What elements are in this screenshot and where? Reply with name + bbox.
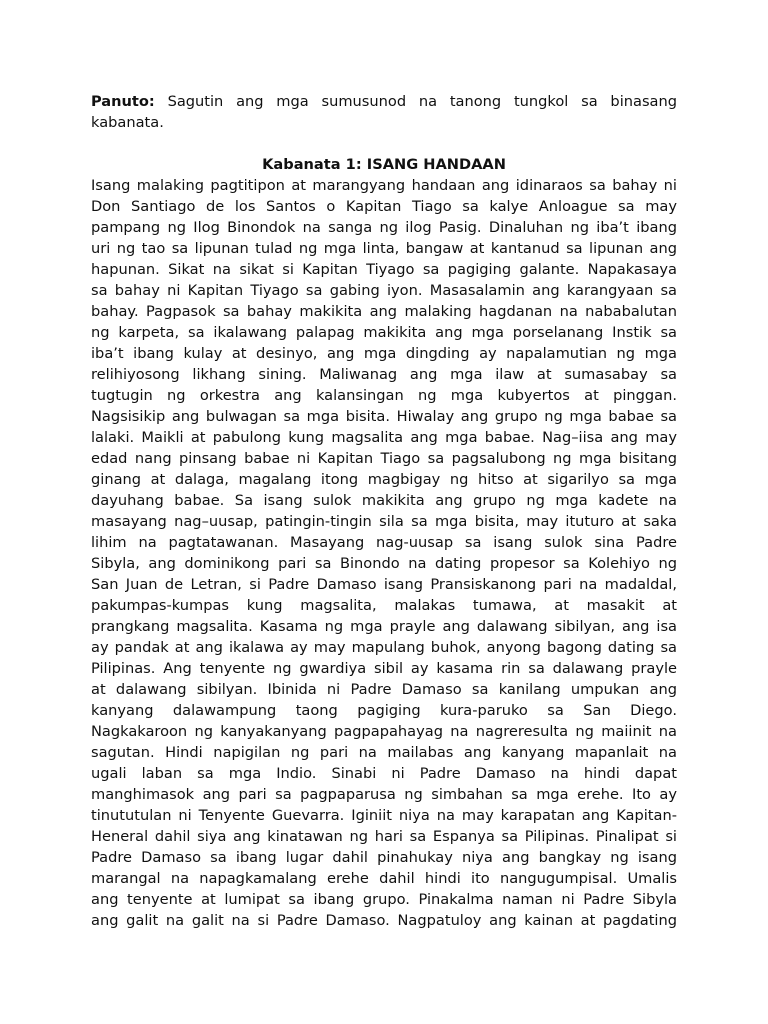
body-text-line: Nagsisikip ang bulwagan sa mga bisita. Hiwalay ang grupo ng mga babae sa bbox=[91, 408, 677, 425]
body-text-line: prangkang magsalita. Kasama ng mga prayle ang dalawang sibilyan, ang isa bbox=[91, 618, 677, 635]
chapter-title: Kabanata 1: ISANG HANDAAN bbox=[262, 156, 506, 173]
instruction-text: Sagutin ang mga sumusunod na tanong tungkol sa binasang kabanata. bbox=[91, 93, 678, 131]
body-text-line: Sibyla, ang dominikong pari sa Binondo na dating propesor sa Kolehiyo ng bbox=[91, 555, 677, 572]
body-text-line: dayuhang babae. Sa isang sulok makikita ang grupo ng mga kadete na bbox=[91, 492, 677, 509]
body-text-line: ng karpeta, sa ikalawang palapag makikita ang mga porselanang Instik sa bbox=[91, 324, 677, 341]
body-text-line: ugali laban sa mga Indio. Sinabi ni Padre Damaso na hindi dapat bbox=[91, 765, 677, 782]
body-text-line: hapunan. Sikat na sikat si Kapitan Tiyago sa pagiging galante. Napakasaya bbox=[91, 261, 677, 278]
instruction-label: Panuto: bbox=[91, 93, 155, 110]
body-text-line: Nagkakaroon ng kanyakanyang pagpapahayag na nagreresulta ng maiinit na bbox=[91, 723, 677, 740]
body-text-line: sa bahay ni Kapitan Tiyago sa gabing iyon. Masasalamin ang karangyaan sa bbox=[91, 282, 677, 299]
body-text-line: masayang nag–uusap, patingin-tingin sila sa mga bisita, may ituturo at saka bbox=[91, 513, 677, 530]
body-text-line: lalaki. Maikli at pabulong kung magsalita ang mga babae. Nag–iisa ang may bbox=[91, 429, 677, 446]
body-text-line: manghimasok ang pari sa pagpaparusa ng simbahan sa mga erehe. Ito ay bbox=[91, 786, 677, 803]
body-text-line: San Juan de Letran, si Padre Damaso isang Pransiskanong pari na madaldal, bbox=[91, 576, 677, 593]
body-text-line: relihiyosong likhang sining. Maliwanag ang mga ilaw at sumasabay sa bbox=[91, 366, 677, 383]
body-text-line: ginang at dalaga, magalang itong magbigay ng hitso at sigarilyo sa mga bbox=[91, 471, 677, 488]
body-text-line: Don Santiago de los Santos o Kapitan Tiago sa kalye Anloague sa may bbox=[91, 198, 677, 215]
body-text-line: ang galit na galit na si Padre Damaso. Nagpatuloy ang kainan at pagdating bbox=[91, 912, 677, 929]
body-text-line: edad nang pinsang babae ni Kapitan Tiago sa pagsalubong ng mga bisitang bbox=[91, 450, 677, 467]
body-text-line: Padre Damaso sa ibang lugar dahil pinahukay niya ang bangkay ng isang bbox=[91, 849, 677, 866]
body-text-line: lihim na pagtatawanan. Masayang nag-uusap sa isang sulok sina Padre bbox=[91, 534, 677, 551]
body-text-line: tinututulan ni Tenyente Guevarra. Iginiit niya na may karapatan ang Kapitan- bbox=[91, 807, 677, 824]
body-text-line: tugtugin ng orkestra ang kalansingan ng mga kubyertos at pinggan. bbox=[91, 387, 677, 404]
instruction-paragraph bbox=[91, 91, 677, 133]
body-text-line: sagutan. Hindi napigilan ng pari na mailabas ang kanyang mapanlait na bbox=[91, 744, 677, 761]
body-text-line: kanyang dalawampung taong pagiging kura-paruko sa San Diego. bbox=[91, 702, 677, 719]
body-text-line: uri ng tao sa lipunan tulad ng mga linta, bangaw at kantanud sa lipunan ang bbox=[91, 240, 677, 257]
body-text-line: Heneral dahil siya ang kinatawan ng hari sa Espanya sa Pilipinas. Pinalipat si bbox=[91, 828, 677, 845]
body-text-line: at dalawang sibilyan. Ibinida ni Padre Damaso sa kanilang umpukan ang bbox=[91, 681, 677, 698]
body-text-line: pakumpas-kumpas kung magsalita, malakas tumawa, at masakit at bbox=[91, 597, 677, 614]
body-text-line: bahay. Pagpasok sa bahay makikita ang malaking hagdanan na nababalutan bbox=[91, 303, 677, 320]
body-text-line: ang tenyente at lumipat sa ibang grupo. Pinakalma naman ni Padre Sibyla bbox=[91, 891, 677, 908]
document-page bbox=[91, 91, 677, 931]
body-text-line: ay pandak at ang ikalawa ay may mapulang buhok, anyong bagong dating sa bbox=[91, 639, 677, 656]
body-text-line: pampang ng Ilog Binondok na sanga ng ilog Pasig. Dinaluhan ng iba’t ibang bbox=[91, 219, 677, 236]
spacer bbox=[91, 133, 677, 154]
chapter-summary-text bbox=[91, 175, 677, 931]
body-text-line: Pilipinas. Ang tenyente ng gwardiya sibil ay kasama rin sa dalawang prayle bbox=[91, 660, 677, 677]
body-text-line: marangal na napagkamalang erehe dahil hindi ito nangugumpisal. Umalis bbox=[91, 870, 677, 887]
body-text-line: iba’t ibang kulay at desinyo, ang mga dingding ay napalamutian ng mga bbox=[91, 345, 677, 362]
body-text-line: Isang malaking pagtitipon at marangyang handaan ang idinaraos sa bahay ni bbox=[91, 177, 677, 194]
